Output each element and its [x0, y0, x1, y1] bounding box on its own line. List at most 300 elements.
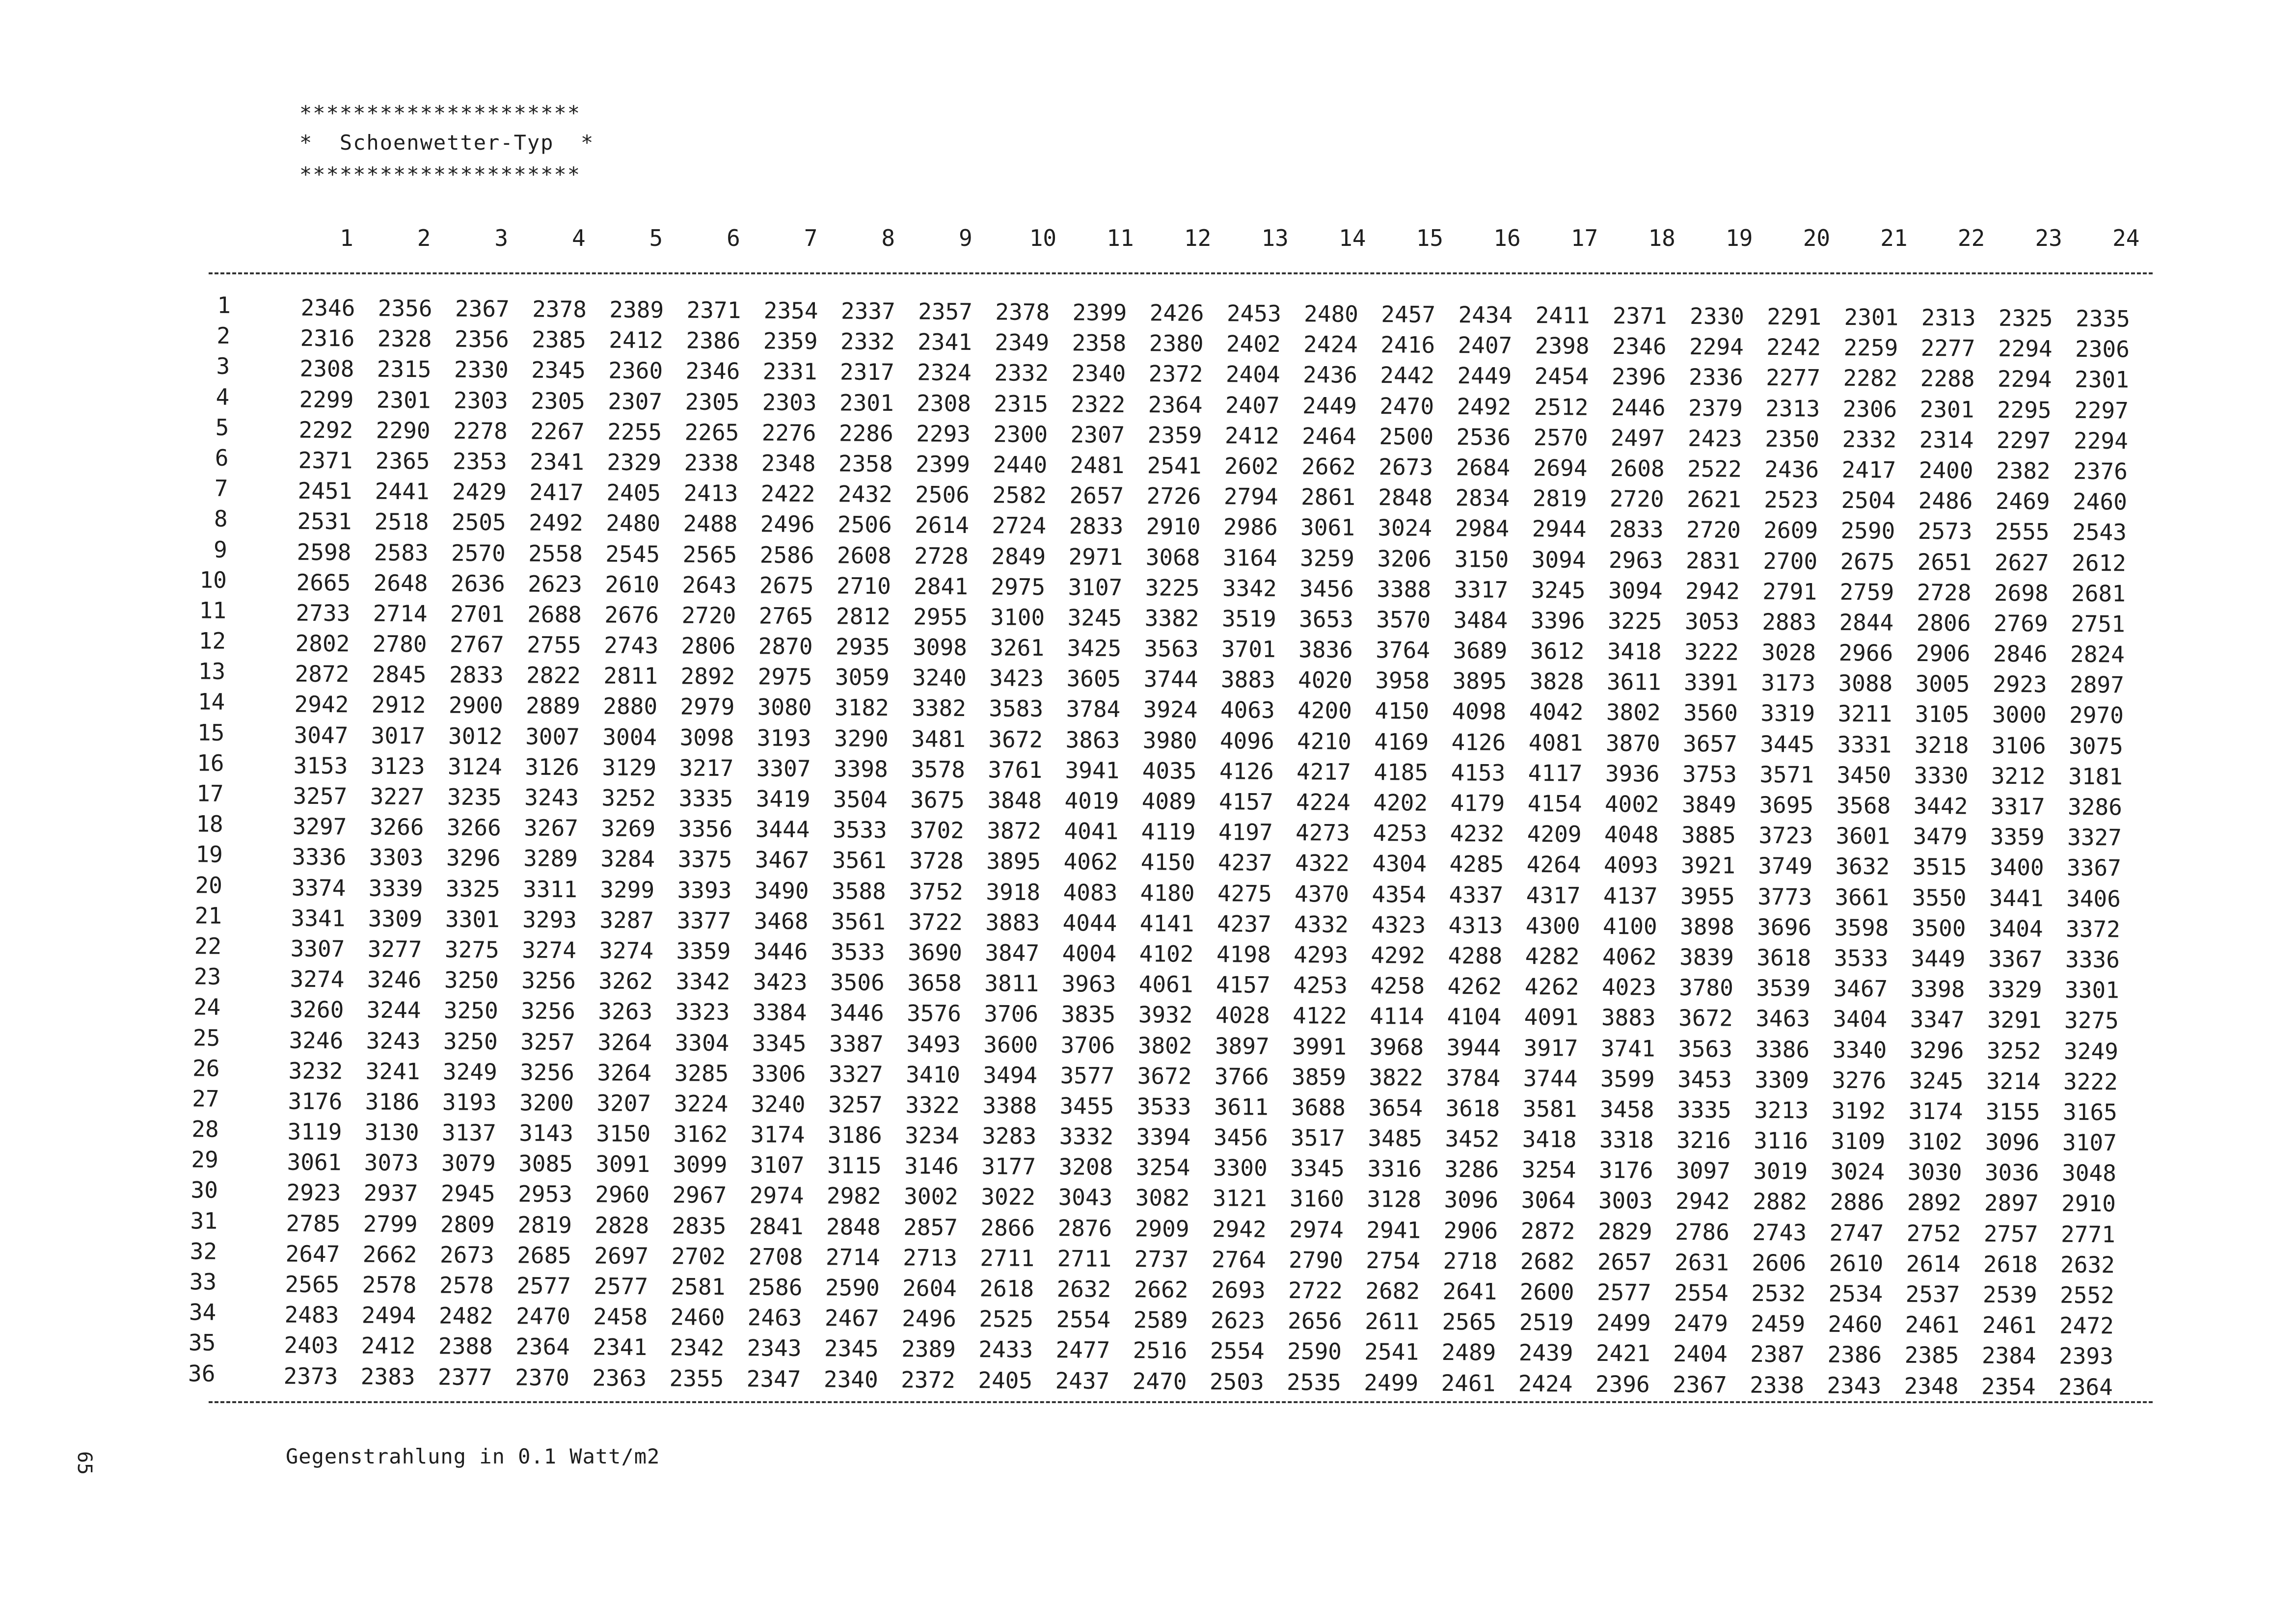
table-cell: 3235 [447, 783, 502, 811]
table-cell: 2482 [438, 1302, 493, 1330]
table-cell: 2294 [2073, 427, 2129, 454]
table-cell: 3335 [678, 785, 733, 812]
table-cell: 2340 [823, 1365, 878, 1393]
table-cell: 3036 [1984, 1159, 2039, 1186]
table-cell: 3396 [1530, 607, 1585, 634]
table-cell: 2618 [1983, 1251, 2038, 1278]
table-cell: 2752 [1906, 1220, 1961, 1247]
table-cell: 3274 [290, 965, 345, 993]
table-cell: 4317 [1526, 881, 1581, 909]
table-cell: 4019 [1064, 787, 1119, 814]
table-cell: 2365 [375, 447, 430, 475]
table-cell: 3568 [1836, 792, 1891, 819]
table-cell: 4313 [1448, 911, 1503, 939]
table-cell: 3214 [1986, 1067, 2041, 1095]
row-label: 36 [188, 1359, 216, 1387]
table-cell: 3098 [679, 724, 734, 751]
table-cell: 2710 [836, 572, 891, 599]
table-cell: 2590 [1840, 517, 1895, 544]
table-cell: 2434 [1458, 301, 1513, 328]
table-cell: 2711 [980, 1245, 1035, 1272]
table-cell: 3372 [2065, 915, 2121, 943]
table-cell: 2942 [294, 691, 349, 718]
table-cell: 4137 [1603, 882, 1658, 909]
table-cell: 3290 [834, 725, 889, 752]
table-cell: 2846 [1993, 640, 2048, 667]
table-cell: 2470 [1132, 1367, 1187, 1395]
table-cell: 2889 [526, 692, 581, 719]
table-cell: 3128 [1367, 1186, 1422, 1213]
table-cell: 2590 [1287, 1338, 1342, 1365]
table-cell: 2373 [283, 1362, 338, 1389]
table-cell: 3991 [1292, 1033, 1347, 1060]
table-cell: 3115 [827, 1152, 882, 1179]
table-cell: 3297 [292, 813, 347, 840]
table-cell: 3479 [1913, 823, 1968, 850]
table-cell: 3468 [754, 907, 809, 934]
column-header: 23 [2035, 225, 2062, 251]
table-cell: 4292 [1371, 941, 1426, 969]
table-cell: 3030 [1907, 1158, 1962, 1186]
row-label: 10 [199, 566, 227, 593]
row-label: 20 [195, 871, 223, 899]
table-cell: 2301 [2074, 366, 2130, 393]
row-label: 3 [216, 353, 230, 380]
table-cell: 2883 [1762, 608, 1817, 636]
table-cell: 2974 [1289, 1216, 1344, 1243]
row-label: 31 [190, 1207, 218, 1234]
column-header: 9 [958, 225, 972, 251]
table-cell: 2345 [824, 1335, 879, 1362]
page-number: 65 [73, 1451, 96, 1475]
table-cell: 3533 [832, 816, 887, 844]
table-cell: 3493 [906, 1030, 961, 1058]
table-cell: 2974 [749, 1182, 804, 1209]
table-cell: 2343 [747, 1334, 802, 1362]
table-cell: 4370 [1294, 880, 1350, 907]
table-cell: 2371 [686, 296, 741, 324]
table-cell: 3356 [678, 815, 733, 843]
table-cell: 4157 [1216, 971, 1270, 998]
table-cell: 2341 [593, 1333, 648, 1361]
table-cell: 2242 [1766, 334, 1821, 361]
table-cell: 2755 [527, 631, 582, 659]
table-cell: 3418 [1522, 1126, 1577, 1153]
table-cell: 2347 [746, 1365, 801, 1392]
table-cell: 2632 [1056, 1276, 1111, 1303]
table-cell: 4180 [1140, 879, 1195, 906]
table-cell: 2857 [903, 1213, 958, 1241]
row-label: 1 [217, 292, 231, 319]
table-cell: 2340 [1071, 360, 1126, 387]
table-cell: 2604 [902, 1275, 957, 1302]
table-cell: 3000 [1992, 701, 2047, 728]
table-cell: 3269 [601, 815, 656, 842]
table-cell: 4041 [1064, 818, 1119, 845]
table-cell: 2426 [1149, 299, 1204, 326]
row-label: 16 [196, 749, 224, 776]
table-cell: 2955 [913, 603, 968, 630]
table-cell: 3243 [524, 784, 579, 811]
table-cell: 2765 [758, 602, 813, 629]
table-cell: 2627 [1994, 549, 2049, 576]
table-cell: 2583 [374, 539, 429, 566]
table-cell: 4062 [1602, 943, 1657, 970]
table-cell: 4150 [1140, 849, 1195, 876]
table-cell: 3455 [1059, 1092, 1114, 1119]
table-cell: 4096 [1219, 727, 1274, 754]
table-cell: 2631 [1674, 1249, 1729, 1276]
table-cell: 2892 [1907, 1189, 1962, 1216]
table-cell: 2505 [451, 508, 506, 536]
table-cell: 4354 [1372, 880, 1427, 908]
table-cell: 3517 [1290, 1124, 1346, 1151]
table-cell: 2290 [376, 417, 431, 444]
table-cell: 3406 [2066, 885, 2121, 912]
table-cell: 3227 [370, 783, 425, 810]
table-cell: 3241 [365, 1058, 420, 1085]
table-cell: 2407 [1225, 391, 1280, 419]
table-cell: 2791 [1762, 578, 1817, 605]
table-cell: 3304 [675, 1029, 729, 1056]
table-cell: 3250 [444, 966, 499, 994]
table-cell: 2602 [1224, 452, 1279, 479]
table-cell: 2481 [1070, 452, 1125, 479]
table-cell: 3618 [1445, 1094, 1500, 1122]
table-cell: 2600 [1519, 1278, 1574, 1305]
table-cell: 3246 [367, 966, 422, 993]
table-cell: 2441 [375, 478, 430, 505]
table-cell: 3442 [1913, 792, 1968, 820]
table-cell: 2492 [529, 509, 584, 536]
table-cell: 2675 [759, 572, 814, 599]
table-cell: 4323 [1371, 911, 1426, 938]
table-cell: 2720 [1686, 516, 1741, 543]
row-label: 7 [214, 475, 228, 502]
table-cell: 4224 [1296, 789, 1351, 816]
table-cell: 3661 [1835, 883, 1890, 911]
table-cell: 3456 [1213, 1124, 1268, 1151]
table-cell: 3309 [368, 905, 423, 932]
table-cell: 2504 [1841, 487, 1896, 514]
table-cell: 3212 [1991, 762, 2046, 790]
column-header: 15 [1416, 225, 1444, 251]
table-cell: 2393 [2058, 1342, 2114, 1370]
table-cell: 2303 [453, 387, 508, 414]
table-cell: 2472 [2059, 1312, 2114, 1339]
table-cell: 2371 [298, 447, 353, 474]
table-cell: 3307 [756, 755, 811, 782]
table-cell: 3752 [909, 878, 964, 905]
table-cell: 3463 [1756, 1005, 1810, 1032]
table-cell: 2364 [1148, 391, 1203, 418]
table-cell: 3611 [1606, 668, 1661, 695]
column-header: 18 [1648, 225, 1675, 251]
table-cell: 2554 [1210, 1337, 1265, 1365]
table-cell: 2880 [603, 692, 658, 720]
table-cell: 4117 [1528, 759, 1583, 787]
table-cell: 4273 [1295, 819, 1351, 846]
table-cell: 3883 [1601, 1004, 1656, 1031]
table-cell: 2841 [749, 1212, 804, 1240]
table-cell: 4253 [1293, 972, 1348, 999]
table-cell: 3080 [757, 693, 812, 721]
table-cell: 2685 [517, 1242, 572, 1269]
table-cell: 2806 [1916, 609, 1971, 637]
table-cell: 2554 [1056, 1306, 1111, 1333]
table-cell: 3085 [518, 1150, 573, 1177]
table-cell: 2610 [1829, 1250, 1884, 1277]
table-cell: 3570 [1376, 606, 1431, 633]
table-cell: 2771 [2060, 1221, 2116, 1248]
table-cell: 2412 [361, 1332, 416, 1359]
table-cell: 3245 [1909, 1067, 1964, 1094]
table-cell: 2822 [526, 662, 581, 689]
table-cell: 2301 [1919, 396, 1974, 423]
table-cell: 2267 [530, 418, 585, 445]
table-cell: 2643 [682, 571, 737, 598]
table-cell: 2656 [1287, 1307, 1343, 1334]
table-cell: 3375 [677, 846, 732, 873]
table-cell: 3941 [1065, 757, 1120, 784]
table-cell: 2317 [839, 358, 894, 386]
table-cell: 3445 [1760, 730, 1815, 758]
table-cell: 2608 [1610, 454, 1665, 482]
table-cell: 3155 [1985, 1098, 2040, 1125]
table-cell: 3284 [600, 845, 655, 873]
table-cell: 3600 [983, 1031, 1038, 1058]
table-cell: 2503 [1209, 1368, 1264, 1395]
table-cell: 3211 [1837, 700, 1892, 727]
table-cell: 2449 [1302, 392, 1357, 419]
table-cell: 2720 [1609, 485, 1664, 512]
table-cell: 2610 [605, 571, 660, 598]
table-cell: 2277 [1920, 335, 1975, 362]
table-cell: 3418 [1607, 638, 1662, 665]
table-cell: 2348 [761, 450, 816, 477]
table-cell: 2726 [1146, 482, 1201, 510]
table-cell: 3332 [1059, 1123, 1114, 1150]
table-cell: 2416 [1380, 331, 1435, 359]
table-cell: 2848 [1378, 484, 1433, 511]
table-cell: 2960 [595, 1181, 650, 1208]
table-cell: 3216 [1676, 1126, 1731, 1154]
table-cell: 4150 [1375, 697, 1430, 725]
table-cell: 3932 [1138, 1001, 1193, 1029]
table-cell: 2483 [284, 1301, 339, 1329]
table-cell: 2378 [995, 298, 1050, 326]
table-cell: 3106 [1991, 732, 2046, 759]
table-cell: 2388 [438, 1332, 493, 1360]
table-cell: 3257 [293, 782, 348, 810]
table-cell: 3256 [521, 997, 576, 1025]
table-cell: 3300 [1213, 1154, 1268, 1182]
table-cell: 2662 [362, 1241, 417, 1268]
table-cell: 3330 [1914, 762, 1969, 789]
row-label: 33 [189, 1268, 217, 1295]
column-header: 1 [340, 225, 353, 251]
table-cell: 2519 [1519, 1309, 1574, 1336]
table-cell: 3342 [1222, 574, 1277, 602]
table-cell: 4154 [1527, 790, 1582, 817]
table-cell: 2386 [686, 327, 741, 354]
table-cell: 4157 [1218, 788, 1273, 815]
table-cell: 2357 [918, 298, 973, 325]
table-cell: 3289 [523, 845, 578, 872]
column-header: 4 [571, 225, 586, 251]
table-cell: 3377 [676, 907, 731, 934]
table-cell: 2477 [1055, 1336, 1110, 1364]
table-cell: 2806 [681, 632, 736, 660]
table-cell: 3150 [1454, 545, 1509, 573]
table-cell: 2743 [604, 632, 659, 659]
table-cell: 2387 [1750, 1341, 1805, 1368]
table-cell: 2688 [527, 601, 582, 628]
table-cell: 3515 [1912, 853, 1967, 880]
table-cell: 3293 [522, 906, 577, 933]
table-cell: 3391 [1683, 669, 1739, 696]
table-cell: 2684 [1456, 454, 1511, 481]
table-cell: 3446 [753, 938, 808, 965]
table-cell: 2614 [1906, 1250, 1961, 1277]
table-cell: 3311 [523, 876, 578, 903]
table-cell: 2581 [671, 1273, 726, 1301]
table-cell: 2506 [837, 511, 892, 538]
table-cell: 2412 [609, 326, 664, 354]
table-cell: 2372 [1148, 360, 1203, 388]
table-cell: 3266 [446, 814, 501, 841]
table-cell: 4044 [1062, 909, 1117, 936]
table-cell: 2453 [1226, 300, 1281, 327]
table-cell: 2386 [1827, 1341, 1882, 1368]
table-cell: 4093 [1603, 851, 1658, 879]
table-cell: 2486 [1918, 487, 1973, 514]
table-cell: 3672 [988, 725, 1043, 753]
table-cell: 2558 [528, 540, 583, 567]
table-cell: 2657 [1069, 482, 1124, 509]
table-cell: 3003 [1598, 1187, 1653, 1215]
table-cell: 3342 [675, 968, 730, 995]
table-cell: 2598 [297, 538, 351, 565]
table-cell: 2499 [1596, 1309, 1651, 1336]
table-cell: 3234 [905, 1122, 960, 1149]
table-cell: 2536 [1456, 423, 1511, 451]
table-cell: 4202 [1373, 789, 1428, 816]
table-cell: 2300 [993, 421, 1048, 448]
table-cell: 2967 [672, 1181, 727, 1209]
table-cell: 3749 [1758, 852, 1813, 879]
table-cell: 2292 [298, 416, 353, 444]
table-cell: 3404 [1988, 915, 2043, 942]
table-cell: 3675 [910, 786, 965, 814]
table-cell: 3883 [1220, 666, 1275, 693]
table-cell: 2835 [672, 1212, 727, 1239]
table-cell: 3249 [2063, 1038, 2119, 1064]
table-cell: 2380 [1149, 330, 1204, 357]
table-cell: 3388 [1377, 575, 1432, 603]
table-cell: 2767 [449, 631, 504, 658]
table-cell: 2346 [685, 357, 740, 385]
table-cell: 3847 [985, 939, 1040, 966]
table-cell: 3186 [827, 1121, 882, 1149]
table-cell: 2910 [1146, 513, 1201, 540]
table-cell: 3484 [1453, 606, 1508, 634]
table-cell: 2451 [297, 477, 352, 505]
table-cell: 3245 [1067, 604, 1122, 631]
table-cell: 2295 [1997, 396, 2052, 424]
table-cell: 3094 [1608, 577, 1663, 604]
table-cell: 2305 [685, 388, 740, 415]
table-cell: 2417 [529, 479, 584, 506]
table-cell: 3073 [364, 1149, 419, 1176]
table-cell: 3581 [1522, 1095, 1577, 1122]
table-cell: 3263 [598, 998, 653, 1025]
table-cell: 3146 [904, 1152, 959, 1180]
table-cell: 2848 [826, 1213, 881, 1240]
table-cell: 2833 [449, 661, 504, 689]
table-cell: 3218 [1914, 731, 1969, 759]
table-cell: 2460 [1828, 1310, 1883, 1338]
table-cell: 3123 [370, 752, 425, 780]
table-cell: 2301 [1844, 303, 1899, 331]
table-cell: 2356 [378, 294, 432, 322]
table-cell: 4332 [1294, 910, 1349, 938]
table-cell: 2338 [684, 449, 739, 477]
table-cell: 2621 [1686, 486, 1742, 513]
table-cell: 3519 [1221, 605, 1276, 632]
table-cell: 3287 [599, 906, 654, 933]
table-cell: 2849 [991, 542, 1046, 570]
table-cell: 3583 [989, 695, 1044, 722]
table-cell: 3688 [1291, 1093, 1346, 1121]
table-cell: 2404 [1673, 1340, 1728, 1367]
table-cell: 3550 [1912, 884, 1967, 911]
table-cell: 2301 [839, 389, 894, 416]
table-cell: 4126 [1451, 728, 1506, 756]
table-cell: 2697 [594, 1242, 649, 1269]
table-cell: 2299 [299, 386, 354, 413]
table-cell: 2461 [1982, 1311, 2037, 1339]
table-cell: 4091 [1524, 1004, 1579, 1031]
table-cell: 2396 [1595, 1370, 1650, 1398]
table-cell: 4042 [1529, 698, 1584, 726]
table-cell: 2828 [594, 1212, 649, 1239]
row-label: 32 [189, 1238, 217, 1265]
table-cell: 3256 [520, 1059, 575, 1086]
table-cell: 3870 [1605, 729, 1660, 757]
table-cell: 2648 [373, 569, 428, 597]
table-cell: 3165 [2062, 1098, 2118, 1126]
table-cell: 3393 [677, 876, 732, 904]
row-label: 13 [198, 658, 226, 685]
column-header: 5 [649, 225, 663, 251]
table-cell: 3192 [1831, 1097, 1886, 1124]
table-cell: 4089 [1141, 788, 1196, 815]
table-cell: 3264 [597, 1059, 652, 1086]
table-cell: 3345 [752, 1029, 807, 1057]
table-cell: 3193 [442, 1089, 497, 1116]
row-label: 18 [196, 810, 223, 837]
table-cell: 2531 [297, 508, 352, 535]
table-cell: 3254 [1135, 1154, 1190, 1181]
table-cell: 2378 [532, 295, 587, 323]
table-cell: 3598 [1834, 914, 1889, 941]
table-cell: 3232 [288, 1057, 343, 1084]
table-cell: 3419 [756, 785, 810, 813]
table-cell: 3561 [832, 847, 887, 874]
row-label: 19 [195, 841, 223, 868]
table-cell: 3802 [1606, 699, 1661, 726]
